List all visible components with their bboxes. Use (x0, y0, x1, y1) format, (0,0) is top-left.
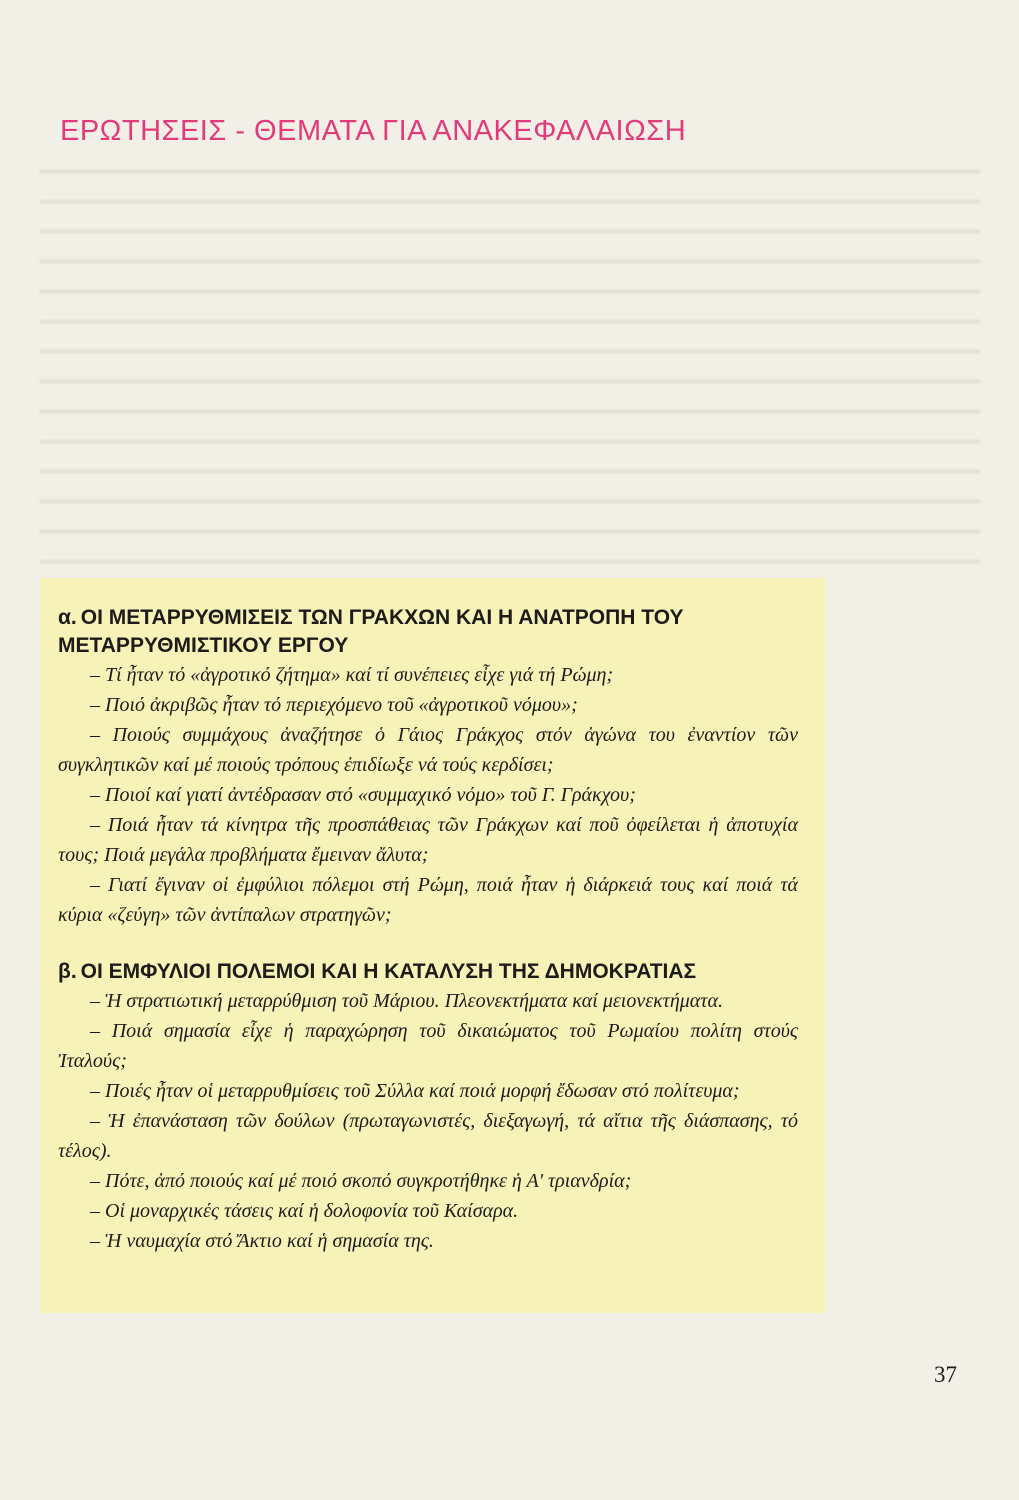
section-heading-text: ΟΙ ΕΜΦΥΛΙΟΙ ΠΟΛΕΜΟΙ ΚΑΙ Η ΚΑΤΑΛΥΣΗ ΤΗΣ ΔΗΜΟΚΡΑΤΙΑΣ (80, 960, 697, 983)
question: – Ποιά ἦταν τά κίνητρα τῆς προσπάθειας τῶν Γράκχων καί ποῦ ὀφείλεται ἡ ἀποτυχία τους; Ποιά μεγάλα προβλήματα ἔμειναν ἄλυτα; (58, 814, 798, 866)
question: – Ποιό ἀκριβῶς ἦταν τό περιεχόμενο τοῦ «ἀγροτικοῦ νόμου»; (90, 694, 578, 716)
question: – Ἡ στρατιωτική μεταρρύθμιση τοῦ Μάριου. Πλεονεκτήματα καί μειονεκτήματα. (90, 990, 723, 1012)
question: – Ποιές ἦταν οἱ μεταρρυθμίσεις τοῦ Σύλλα καί ποιά μορφή ἔδωσαν στό πολίτευμα; (90, 1080, 740, 1102)
section-marker: β. (58, 960, 77, 983)
questions-content (58, 604, 798, 1256)
question: – Ἡ ἐπανάσταση τῶν δούλων (πρωταγωνιστές, διεξαγωγή, τά αἴτια τῆς διάσπασης, τό τέλος). (58, 1110, 798, 1162)
bleed-through-text (40, 150, 980, 580)
question: – Πότε, ἀπό ποιούς καί μέ ποιό σκοπό συγκροτήθηκε ἡ Α' τριανδρία; (90, 1170, 632, 1192)
section-heading (58, 958, 798, 986)
section-a (58, 604, 798, 930)
page-number: 37 (934, 1362, 957, 1387)
question: – Ποιούς συμμάχους ἀναζήτησε ὁ Γάιος Γράκχος στόν ἀγώνα του ἐναντίον τῶν συγκλητικῶν καί μέ ποιούς τρόπους ἐπιδίωξε νά τούς κερδίσει; (58, 724, 798, 776)
question: – Ποιοί καί γιατί ἀντέδρασαν στό «συμμαχικό νόμο» τοῦ Γ. Γράκχου; (90, 784, 636, 806)
section-heading (58, 604, 798, 660)
question: – Οἱ μοναρχικές τάσεις καί ἡ δολοφονία τοῦ Καίσαρα. (90, 1200, 519, 1222)
section-marker: α. (58, 606, 77, 629)
question: – Τί ἦταν τό «ἀγροτικό ζήτημα» καί τί συνέπειες εἶχε γιά τή Ρώμη; (90, 664, 614, 686)
question: – Ἡ ναυμαχία στό Ἄκτιο καί ἡ σημασία της. (90, 1230, 434, 1252)
page-title: ΕΡΩΤΗΣΕΙΣ - ΘΕΜΑΤΑ ΓΙΑ ΑΝΑΚΕΦΑΛΑΙΩΣΗ (60, 115, 687, 148)
question: – Γιατί ἔγιναν οἱ ἐμφύλιοι πόλεμοι στή Ρώμη, ποιά ἦταν ἡ διάρκειά τους καί ποιά τά κύρια «ζεύγη» τῶν ἀντίπαλων στρατηγῶν; (58, 874, 798, 926)
section-b (58, 958, 798, 1256)
section-heading-text: ΟΙ ΜΕΤΑΡΡΥΘΜΙΣΕΙΣ ΤΩΝ ΓΡΑΚΧΩΝ ΚΑΙ Η ΑΝΑΤΡΟΠΗ ΤΟΥ ΜΕΤΑΡΡΥΘΜΙΣΤΙΚΟΥ ΕΡΓΟΥ (58, 606, 684, 657)
question: – Ποιά σημασία εἶχε ἡ παραχώρηση τοῦ δικαιώματος τοῦ Ρωμαίου πολίτη στούς Ἰταλούς; (58, 1020, 798, 1072)
